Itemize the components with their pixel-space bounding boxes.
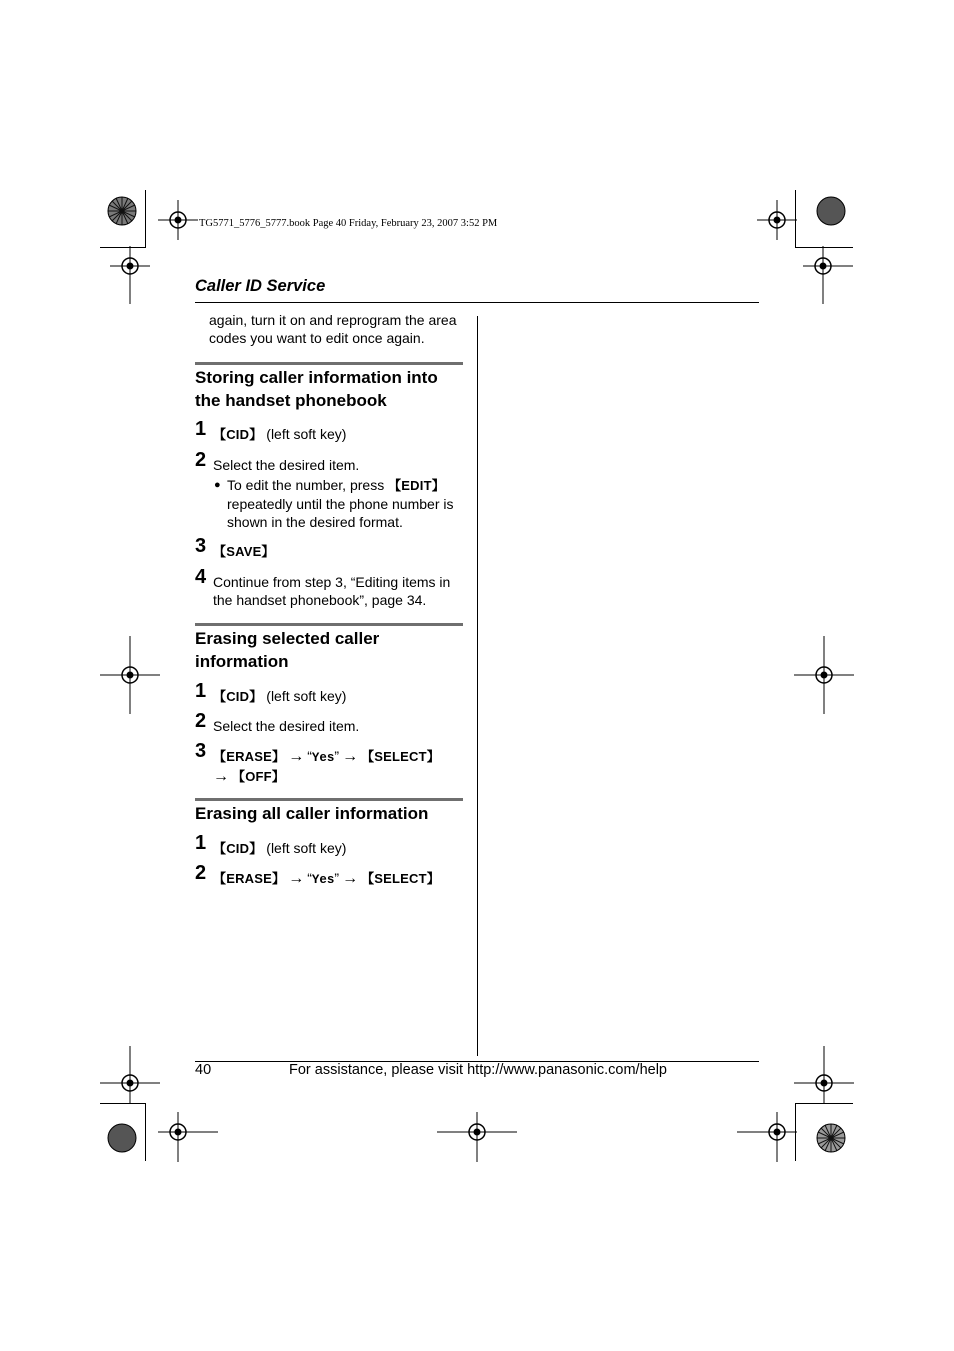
save-key: 【SAVE】 bbox=[213, 544, 275, 559]
edit-key: 【EDIT】 bbox=[388, 478, 445, 493]
heading-rule bbox=[195, 798, 463, 801]
step-number: 1 bbox=[195, 418, 207, 440]
crosshair-target-icon bbox=[437, 1112, 517, 1162]
intro-paragraph bbox=[209, 311, 457, 347]
step-text: Select the desired item. bbox=[213, 457, 360, 473]
step-number: 4 bbox=[195, 566, 207, 588]
crosshair-target-icon bbox=[757, 200, 797, 240]
step-text: (left soft key) bbox=[262, 426, 347, 442]
step-text: Select the desired item. bbox=[213, 718, 360, 734]
cid-key: 【CID】 bbox=[213, 689, 263, 704]
page-number: 40 bbox=[195, 1062, 212, 1078]
step-number: 2 bbox=[195, 710, 207, 732]
step-number: 3 bbox=[195, 740, 207, 762]
step-text: (left soft key) bbox=[262, 688, 347, 704]
registration-starburst-icon bbox=[101, 190, 143, 232]
step-number: 2 bbox=[195, 862, 207, 884]
crosshair-target-icon bbox=[110, 246, 150, 304]
quote-close: ” bbox=[334, 870, 340, 886]
crosshair-target-icon bbox=[803, 246, 853, 304]
bullet-text: shown in the desired format. bbox=[227, 514, 403, 530]
heading-rule bbox=[195, 362, 463, 365]
step-number: 3 bbox=[195, 535, 207, 557]
display-yes: Yes bbox=[311, 751, 335, 765]
registration-starburst-icon bbox=[810, 1117, 852, 1159]
heading-line: Storing caller information into bbox=[195, 368, 438, 387]
arrow-icon: → bbox=[288, 748, 305, 765]
select-key: 【SELECT】 bbox=[361, 871, 440, 886]
step-number: 2 bbox=[195, 449, 207, 471]
step-text: (left soft key) bbox=[262, 840, 347, 856]
bullet-text: To edit the number, press bbox=[227, 477, 389, 493]
quote-open: “ bbox=[307, 748, 312, 764]
bullet-text: repeatedly until the phone number is bbox=[227, 496, 454, 512]
arrow-icon: → bbox=[288, 870, 305, 887]
arrow-icon: → bbox=[342, 748, 359, 765]
cid-key: 【CID】 bbox=[213, 841, 263, 856]
crosshair-target-icon bbox=[100, 636, 160, 714]
crosshair-target-icon bbox=[794, 636, 854, 714]
intro-line: again, turn it on and reprogram the area bbox=[209, 312, 457, 328]
off-key: 【OFF】 bbox=[232, 769, 285, 784]
heading-rule bbox=[195, 623, 463, 626]
bullet-icon: ● bbox=[214, 479, 221, 491]
crosshair-target-icon bbox=[158, 1112, 218, 1162]
quote-close: ” bbox=[334, 748, 340, 764]
heading-storing bbox=[195, 366, 438, 412]
heading-line: the handset phonebook bbox=[195, 391, 387, 410]
heading-erasing-selected bbox=[195, 627, 379, 673]
erase-key: 【ERASE】 bbox=[213, 871, 286, 886]
heading-line: information bbox=[195, 652, 289, 671]
book-file-info: TG5771_5776_5777.book Page 40 Friday, February 23, 2007 3:52 PM bbox=[199, 218, 498, 229]
column-divider bbox=[477, 316, 478, 1056]
registration-dot-icon bbox=[101, 1117, 143, 1159]
header-rule bbox=[195, 302, 759, 303]
step-number: 1 bbox=[195, 680, 207, 702]
crosshair-target-icon bbox=[158, 200, 198, 240]
quote-open: “ bbox=[307, 870, 312, 886]
arrow-icon: → bbox=[213, 768, 229, 785]
crosshair-target-icon bbox=[737, 1112, 797, 1162]
step-number: 1 bbox=[195, 832, 207, 854]
footer-assistance-text: For assistance, please visit http://www.panasonic.com/help bbox=[289, 1062, 667, 1078]
heading-erasing-all: Erasing all caller information bbox=[195, 804, 429, 823]
step-text: the handset phonebook”, page 34. bbox=[213, 592, 427, 608]
cid-key: 【CID】 bbox=[213, 427, 263, 442]
intro-line: codes you want to edit once again. bbox=[209, 330, 425, 346]
display-yes: Yes bbox=[311, 873, 335, 887]
section-title: Caller ID Service bbox=[195, 277, 326, 295]
crosshair-target-icon bbox=[794, 1046, 854, 1104]
heading-line: Erasing selected caller bbox=[195, 629, 380, 648]
erase-key: 【ERASE】 bbox=[213, 749, 286, 764]
registration-dot-icon bbox=[810, 190, 852, 232]
arrow-icon: → bbox=[342, 870, 359, 887]
select-key: 【SELECT】 bbox=[361, 749, 440, 764]
crosshair-target-icon bbox=[100, 1046, 160, 1104]
step-text: Continue from step 3, “Editing items in bbox=[213, 574, 451, 590]
